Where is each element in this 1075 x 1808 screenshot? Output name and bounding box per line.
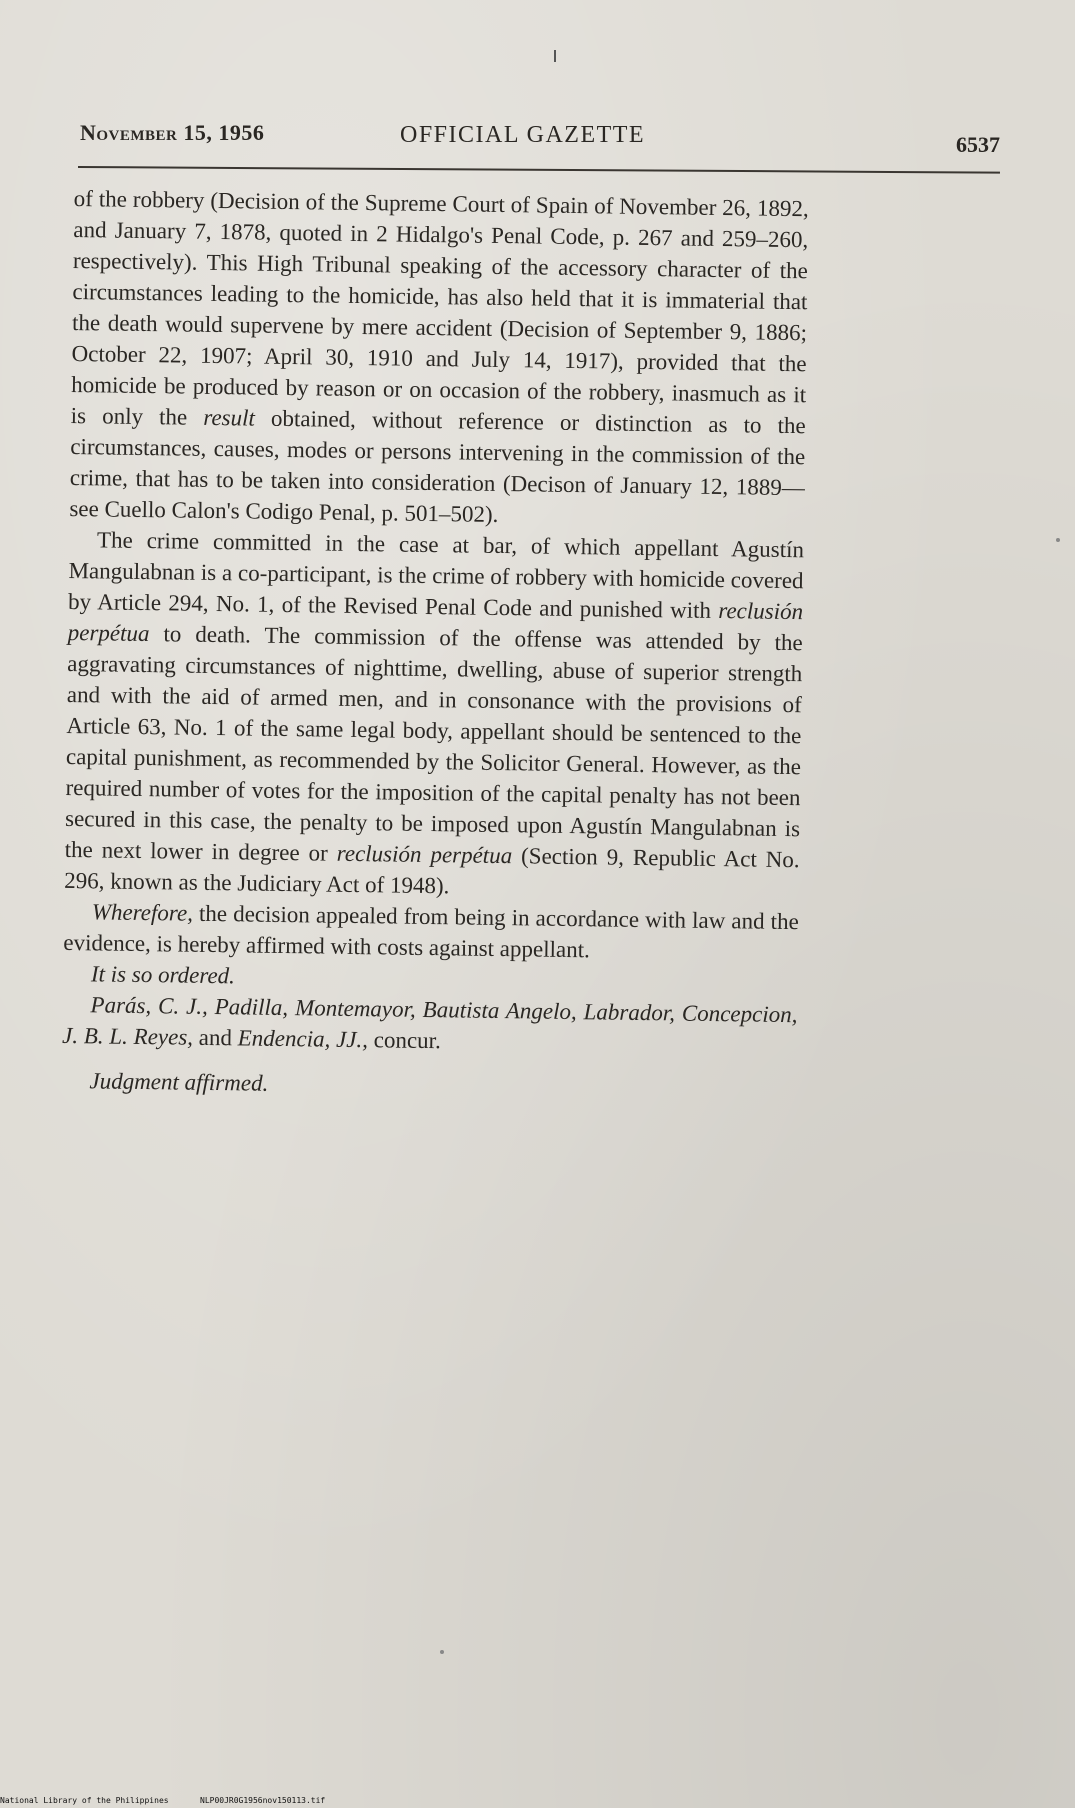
header-page-number: 6537: [956, 132, 1000, 157]
scan-speck: [440, 1650, 444, 1654]
page-header: [80, 112, 1000, 157]
justices-names: Endencia, JJ.,: [237, 1025, 369, 1053]
footer-filename: NLP00JR0G1956nov150113.tif: [200, 1796, 326, 1805]
header-title: OFFICIAL GAZETTE: [400, 122, 646, 148]
italic-term: reclusión perpétua: [336, 840, 513, 869]
italic-term: Wherefore,: [91, 899, 194, 926]
paragraph-text: the decision appealed from being in accordance with law and the evidence, is hereby affirmed with costs against appellant.: [63, 900, 799, 963]
paragraph-text: obtained, without reference or distinction as to the circumstances, causes, modes or persons intervening in the commission of the crime, that has to be taken into consideration (Decison of January 12, 1889—see Cuello Calon's Codigo Penal, p. 501–502).: [69, 405, 806, 527]
paragraph-text: (Section 9, Republic Act No. 296, known as the Judiciary Act of 1948).: [64, 843, 800, 899]
paragraph-judgment: Judgment affirmed.: [89, 1068, 269, 1096]
header-rule: [78, 166, 1000, 174]
paragraph-text: and: [192, 1024, 238, 1051]
footer-library: National Library of the Philippines: [0, 1796, 169, 1805]
body-text: [61, 183, 809, 1106]
italic-term: reclusión perpétua: [67, 598, 804, 647]
paragraph-text: of the robbery (Decision of the Supreme Court of Spain of November 26, 1892, and January 7, 1878, quoted in 2 Hidalgo's Penal Code, p. 267 and 259–260, respectively). This High Tribunal speaking of the accessory character of the circumstances leading to the homicide, has also held that it is immaterial that the death would supervene by mere accident (Decision of September 9, 1886; October 22, 1907; April 30, 1910 and July 14, 1917), provided that the homicide be produced by reason or on occasion of the robbery, inasmuch as it is only the: [70, 185, 809, 430]
justices-names: Parás, C. J., Padilla, Montemayor, Bautista Angelo, Labrador, Concepcion, J. B. L. Reyes,: [61, 992, 798, 1050]
scan-speck: [1056, 538, 1060, 542]
paragraph-text: The crime committed in the case at bar, of which appellant Agustín Mangulabnan is a co-participant, is the crime of robbery with homicide covered by Article 294, No. 1, of the Revised Penal Code and punished with: [67, 527, 805, 624]
paragraph-text: concur.: [367, 1027, 441, 1054]
italic-term: result: [203, 404, 256, 431]
paragraph-concurrence: [62, 989, 798, 1061]
paragraph-ordered: It is so ordered.: [90, 961, 236, 989]
paragraph-wherefore: [63, 896, 799, 968]
paragraph-robbery: [69, 183, 809, 534]
scan-mark: [554, 50, 556, 62]
paragraph-crime: [64, 524, 804, 906]
header-date: November 15, 1956: [80, 120, 265, 145]
paragraph-text: to death. The commission of the offense was attended by the aggravating circumstances of nighttime, dwelling, abuse of superior strength and with the aid of armed men, and in consonance with the provisions of Article 63, No. 1 of the same legal body, appellant should be sentenced to the capital punishment, as recommended by the Solicitor General. However, as the required number of votes for the imposition of the capital penalty has not been secured in this case, the penalty to be imposed upon Agustín Mangulabnan is the next lower in degree or: [64, 621, 803, 866]
